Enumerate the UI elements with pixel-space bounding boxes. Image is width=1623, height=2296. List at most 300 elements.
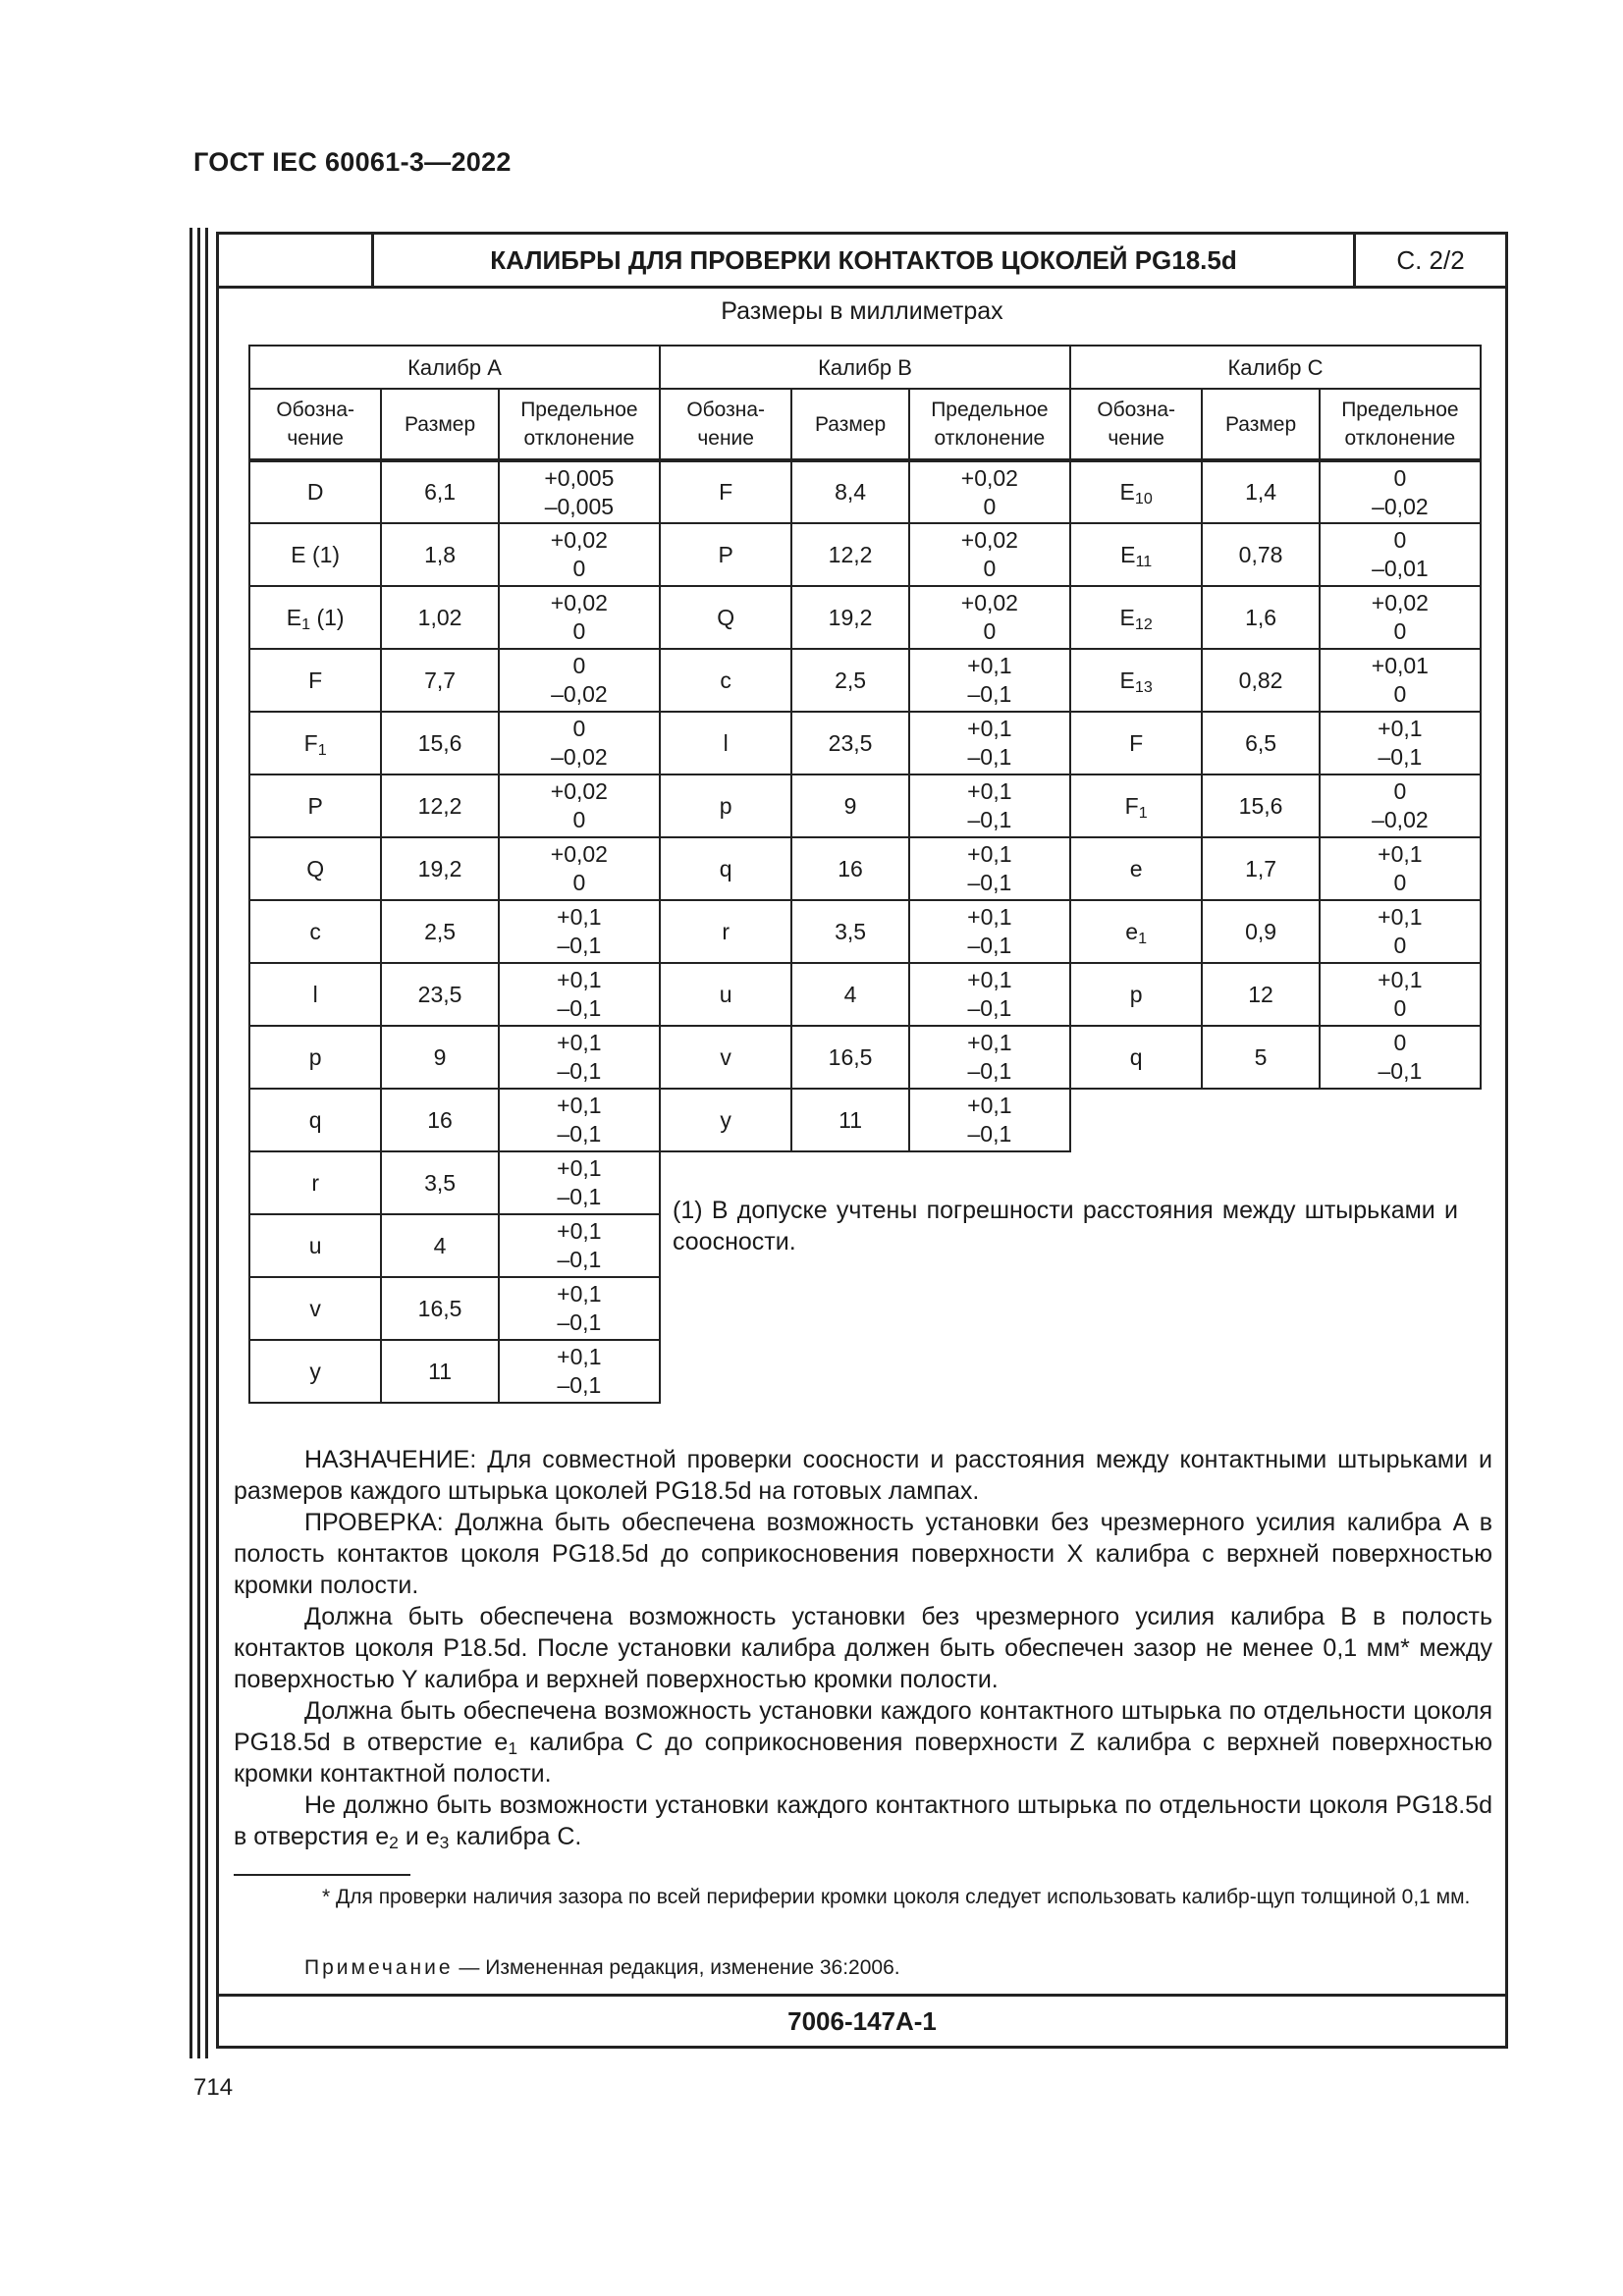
designation-symbol: c — [309, 918, 321, 944]
lower-deviation: 0 — [983, 618, 997, 644]
note-label: Примечание — [304, 1956, 454, 1979]
designation-symbol: E — [1119, 479, 1135, 505]
table-row — [660, 1089, 1070, 1151]
designation-header: Обозна-чение — [660, 389, 791, 460]
designation-cell — [1070, 774, 1202, 837]
gauge-c-paragraph: Должна быть обеспечена возможность установки каждого контактного штырька по отдельности цоколя PG18.5d в отверстие $e_1$ калибра C до соприкосновения поверхности Z калибра с верхней поверхностью кромки контактной полости. — [234, 1697, 1492, 1788]
upper-deviation: +0,1 — [967, 1030, 1012, 1055]
table-row — [660, 586, 1070, 649]
designation-symbol: E — [1119, 604, 1135, 630]
upper-deviation: +0,1 — [967, 967, 1012, 992]
tolerance-cell — [499, 1214, 660, 1277]
note — [304, 1956, 900, 1980]
designation-cell — [660, 900, 791, 963]
designation-symbol: q — [1129, 1043, 1143, 1070]
designation-cell — [249, 712, 381, 774]
table-row — [1070, 963, 1481, 1026]
tolerance-cell — [499, 1340, 660, 1403]
tolerance-cell — [499, 586, 660, 649]
size-cell: 19,2 — [381, 837, 498, 900]
size-cell: 3,5 — [381, 1151, 498, 1214]
designation-cell — [249, 774, 381, 837]
tolerance-cell — [1320, 963, 1481, 1026]
upper-deviation: +0,1 — [967, 716, 1012, 741]
size-header: Размер — [791, 389, 908, 460]
tolerance-cell — [499, 1089, 660, 1151]
tolerance-cell — [909, 523, 1070, 586]
designation-symbol: u — [719, 981, 732, 1007]
table-row — [1070, 649, 1481, 712]
gauge-b-table — [659, 345, 1071, 1152]
designation-cell — [249, 1089, 381, 1151]
gauge-group-row — [1070, 346, 1481, 389]
tolerance-cell — [909, 649, 1070, 712]
size-cell: 3,5 — [791, 900, 908, 963]
designation-subscript: 12 — [1134, 614, 1153, 633]
lower-deviation: –0,005 — [544, 493, 615, 519]
upper-deviation: +0,1 — [557, 1155, 602, 1181]
sheet-code: 7006-147A-1 — [219, 1994, 1505, 2046]
footnote: * Для проверки наличия зазора по всей периферии кромки цоколя следует использовать калибр-щуп толщиной 0,1 мм. — [322, 1886, 1471, 1908]
lower-deviation: 0 — [572, 618, 586, 644]
tolerance-cell — [1320, 1026, 1481, 1089]
body-text — [234, 1444, 1492, 1852]
lower-deviation: –0,1 — [557, 933, 602, 958]
title-row — [219, 235, 1505, 289]
table-row — [249, 1277, 660, 1340]
check-paragraph: ПРОВЕРКА: Должна быть обеспечена возможность установки без чрезмерного усилия калибра A в полость контактов цоколя PG18.5d до соприкосновения поверхности X калибра с верхней поверхностью кромки полости. — [234, 1509, 1492, 1599]
lower-deviation: 0 — [1393, 933, 1407, 958]
lower-deviation: 0 — [572, 556, 586, 581]
document-header: ГОСТ IEC 60061-3—2022 — [193, 147, 512, 177]
designation-symbol: P — [718, 541, 733, 567]
designation-cell — [660, 1089, 791, 1151]
designation-symbol: D — [306, 479, 324, 505]
size-cell: 0,9 — [1202, 900, 1319, 963]
size-cell: 1,7 — [1202, 837, 1319, 900]
designation-cell — [660, 586, 791, 649]
upper-deviation: +0,1 — [1378, 716, 1423, 741]
size-cell: 2,5 — [381, 900, 498, 963]
tolerance-cell — [499, 963, 660, 1026]
designation-cell — [660, 712, 791, 774]
lower-deviation: 0 — [572, 807, 586, 832]
tolerance-cell — [909, 1089, 1070, 1151]
table-row — [249, 712, 660, 774]
upper-deviation: +0,1 — [967, 1093, 1012, 1118]
lower-deviation: –0,1 — [967, 681, 1012, 707]
tolerance-cell — [499, 1026, 660, 1089]
table-row — [249, 586, 660, 649]
upper-deviation: +0,1 — [557, 967, 602, 992]
purpose-paragraph: НАЗНАЧЕНИЕ: Для совместной проверки соосности и расстояния между контактными штырьками и размеров каждого штырька цоколей PG18.5d на готовых лампах. — [234, 1446, 1492, 1505]
lower-deviation: –0,01 — [1372, 556, 1429, 581]
tolerance-cell — [1320, 900, 1481, 963]
upper-deviation: 0 — [1393, 778, 1407, 804]
table-row — [249, 523, 660, 586]
table-row — [249, 1026, 660, 1089]
upper-deviation: +0,1 — [1378, 841, 1423, 867]
upper-deviation: +0,1 — [557, 1030, 602, 1055]
upper-deviation: +0,02 — [960, 590, 1018, 615]
table-row — [1070, 586, 1481, 649]
upper-deviation: 0 — [1393, 1030, 1407, 1055]
size-cell: 5 — [1202, 1026, 1319, 1089]
upper-deviation: 0 — [1393, 464, 1407, 491]
margin-rule — [189, 228, 192, 2058]
gauge-name: Калибр A — [249, 346, 660, 389]
size-cell: 12,2 — [791, 523, 908, 586]
table-row — [1070, 460, 1481, 523]
designation-symbol: Q — [306, 855, 325, 881]
designation-symbol: P — [307, 792, 323, 819]
designation-symbol: E — [286, 604, 302, 630]
designation-symbol: F — [1124, 792, 1139, 819]
tolerance-cell — [1320, 523, 1481, 586]
table-row — [1070, 837, 1481, 900]
table-row — [249, 963, 660, 1026]
tolerance-cell — [499, 712, 660, 774]
size-cell: 15,6 — [1202, 774, 1319, 837]
lower-deviation: –0,1 — [557, 1184, 602, 1209]
gauge-name: Калибр C — [1070, 346, 1481, 389]
lower-deviation: –0,1 — [967, 995, 1012, 1021]
table-row — [1070, 774, 1481, 837]
designation-symbol: v — [309, 1295, 321, 1321]
table-row — [249, 649, 660, 712]
tolerance-cell — [499, 900, 660, 963]
table-row — [660, 1026, 1070, 1089]
lower-deviation: –0,1 — [557, 1247, 602, 1272]
designation-symbol: l — [723, 729, 729, 756]
size-cell: 16 — [381, 1089, 498, 1151]
gauge-group-row — [249, 346, 660, 389]
size-cell: 16,5 — [791, 1026, 908, 1089]
designation-cell — [249, 586, 381, 649]
lower-deviation: –0,1 — [967, 1121, 1012, 1147]
upper-deviation: +0,005 — [544, 464, 615, 491]
upper-deviation: 0 — [572, 716, 586, 741]
size-header: Размер — [381, 389, 498, 460]
size-cell: 1,6 — [1202, 586, 1319, 649]
size-cell: 1,02 — [381, 586, 498, 649]
tolerance-cell — [909, 460, 1070, 523]
table-row — [660, 649, 1070, 712]
size-cell: 1,4 — [1202, 460, 1319, 523]
designation-symbol: u — [308, 1232, 322, 1258]
sheet-page-indicator: С. 2/2 — [1396, 245, 1465, 275]
sheet-frame — [216, 232, 1508, 2049]
designation-header: Обозна-чение — [249, 389, 381, 460]
size-cell: 19,2 — [791, 586, 908, 649]
size-cell: 12,2 — [381, 774, 498, 837]
size-cell: 11 — [791, 1089, 908, 1151]
lower-deviation: –0,1 — [967, 870, 1012, 895]
size-cell: 0,78 — [1202, 523, 1319, 586]
size-cell: 7,7 — [381, 649, 498, 712]
designation-symbol: F — [719, 479, 733, 505]
upper-deviation: +0,01 — [1371, 653, 1429, 678]
tolerance-cell — [499, 460, 660, 523]
table-row — [249, 1089, 660, 1151]
lower-deviation: –0,1 — [557, 995, 602, 1021]
upper-deviation: 0 — [1393, 527, 1407, 553]
designation-symbol: e — [1129, 855, 1143, 881]
designation-subscript: 1 — [317, 740, 327, 759]
gauge-name: Калибр B — [660, 346, 1070, 389]
tolerance-cell — [1320, 712, 1481, 774]
designation-subscript: 11 — [1135, 552, 1153, 570]
table-row — [660, 837, 1070, 900]
designation-cell — [1070, 900, 1202, 963]
size-cell: 4 — [791, 963, 908, 1026]
designation-subscript: 1 — [1138, 929, 1148, 947]
designation-cell — [1070, 963, 1202, 1026]
designation-symbol: r — [722, 918, 730, 944]
title-blank-cell — [219, 235, 374, 286]
designation-cell — [249, 523, 381, 586]
tolerance-cell — [1320, 649, 1481, 712]
column-header-row — [660, 389, 1070, 460]
designation-symbol: E — [1120, 541, 1136, 567]
table-row — [660, 774, 1070, 837]
lower-deviation: –0,1 — [967, 807, 1012, 832]
lower-deviation: –0,02 — [1372, 493, 1429, 519]
designation-cell — [660, 649, 791, 712]
lower-deviation: 0 — [1393, 995, 1407, 1021]
designation-symbol: E (1) — [291, 541, 341, 567]
upper-deviation: +0,1 — [967, 841, 1012, 867]
size-header: Размер — [1202, 389, 1319, 460]
tolerance-cell — [1320, 837, 1481, 900]
tolerance-cell — [1320, 586, 1481, 649]
size-cell: 6,5 — [1202, 712, 1319, 774]
size-cell: 8,4 — [791, 460, 908, 523]
table-row — [1070, 900, 1481, 963]
tolerance-cell — [499, 523, 660, 586]
designation-cell — [1070, 1026, 1202, 1089]
gauge-a-table — [248, 345, 661, 1404]
upper-deviation: +0,02 — [550, 590, 608, 615]
designation-subscript: 13 — [1134, 677, 1153, 696]
table-row — [249, 1340, 660, 1403]
designation-cell — [249, 1214, 381, 1277]
upper-deviation: +0,1 — [557, 1093, 602, 1118]
table-row — [1070, 1026, 1481, 1089]
table-footnote: (1) В допуске учтены погрешности расстояния между штырьками и соосности. — [673, 1197, 1458, 1255]
size-cell: 15,6 — [381, 712, 498, 774]
designation-symbol: q — [308, 1106, 322, 1133]
lower-deviation: –0,1 — [557, 1309, 602, 1335]
gauge-group-row — [660, 346, 1070, 389]
table-row — [660, 963, 1070, 1026]
tolerance-header: Предельное отклонение — [1320, 389, 1481, 460]
upper-deviation: +0,1 — [967, 653, 1012, 678]
upper-deviation: +0,02 — [1371, 590, 1429, 615]
designation-symbol: l — [312, 981, 318, 1007]
margin-rule — [197, 228, 200, 2058]
designation-cell — [660, 963, 791, 1026]
gauge-b-paragraph: Должна быть обеспечена возможность установки без чрезмерного усилия калибра B в полость контактов цоколя P18.5d. После установки калибра должен быть обеспечен зазор не менее 0,1 мм* между поверхностью Y калибра и верхней поверхностью кромки полости. — [234, 1603, 1492, 1693]
sheet-title: КАЛИБРЫ ДЛЯ ПРОВЕРКИ КОНТАКТОВ ЦОКОЛЕЙ PG18.5d — [374, 235, 1356, 286]
upper-deviation: +0,02 — [960, 464, 1018, 491]
size-cell: 23,5 — [791, 712, 908, 774]
table-row — [660, 523, 1070, 586]
designation-symbol: r — [311, 1169, 319, 1196]
gauge-c-table — [1069, 345, 1482, 1090]
table-row — [249, 774, 660, 837]
designation-cell — [660, 523, 791, 586]
designation-cell — [1070, 837, 1202, 900]
table-row — [660, 460, 1070, 523]
designation-header: Обозна-чение — [1070, 389, 1202, 460]
upper-deviation: +0,02 — [960, 527, 1018, 553]
designation-symbol: F — [1129, 729, 1144, 756]
designation-symbol: F — [303, 729, 318, 756]
upper-deviation: +0,02 — [550, 841, 608, 867]
size-cell: 23,5 — [381, 963, 498, 1026]
size-cell: 0,82 — [1202, 649, 1319, 712]
designation-cell — [249, 649, 381, 712]
tolerance-cell — [909, 774, 1070, 837]
upper-deviation: +0,1 — [557, 1218, 602, 1244]
designation-cell — [1070, 460, 1202, 523]
lower-deviation: –0,1 — [557, 1058, 602, 1084]
size-cell: 11 — [381, 1340, 498, 1403]
lower-deviation: –0,1 — [557, 1121, 602, 1147]
tolerance-cell — [499, 774, 660, 837]
designation-symbol: E — [1119, 667, 1135, 693]
designation-cell — [1070, 523, 1202, 586]
tolerance-header: Предельное отклонение — [909, 389, 1070, 460]
upper-deviation: +0,1 — [557, 1344, 602, 1369]
designation-cell — [249, 1151, 381, 1214]
designation-symbol: p — [719, 792, 732, 819]
lower-deviation: 0 — [983, 556, 997, 581]
size-cell: 4 — [381, 1214, 498, 1277]
designation-cell — [1070, 586, 1202, 649]
tolerance-cell — [909, 586, 1070, 649]
designation-cell — [249, 900, 381, 963]
designation-symbol: e — [1125, 918, 1139, 944]
designation-cell — [249, 837, 381, 900]
designation-symbol: Q — [717, 604, 735, 630]
tolerance-cell — [499, 1151, 660, 1214]
designation-symbol: c — [720, 667, 731, 693]
lower-deviation: –0,1 — [1378, 1058, 1423, 1084]
designation-symbol: y — [309, 1358, 321, 1384]
designation-subscript: 1 — [1138, 803, 1148, 822]
upper-deviation: +0,02 — [550, 778, 608, 804]
table-row — [1070, 712, 1481, 774]
designation-cell — [249, 1277, 381, 1340]
lower-deviation: –0,02 — [551, 744, 608, 770]
lower-deviation: –0,1 — [967, 744, 1012, 770]
units-caption: Размеры в миллиметрах — [721, 297, 1003, 325]
designation-subscript: 10 — [1134, 490, 1153, 507]
designation-cell — [660, 1026, 791, 1089]
lower-deviation: 0 — [1393, 618, 1407, 644]
gauge-c-no-go-paragraph: Не должно быть возможности установки каждого контактного штырька по отдельности цоколя PG18.5d в отверстия $e_2$ и $e_3$ калибра C. — [234, 1791, 1492, 1852]
upper-deviation: +0,1 — [967, 778, 1012, 804]
designation-symbol: p — [308, 1043, 322, 1070]
size-cell: 1,8 — [381, 523, 498, 586]
designation-symbol: F — [308, 667, 323, 693]
designation-suffix: (1) — [310, 604, 345, 630]
tolerance-header: Предельное отклонение — [499, 389, 660, 460]
table-row — [249, 1214, 660, 1277]
note-text: — Измененная редакция, изменение 36:2006. — [453, 1956, 900, 1979]
size-cell: 9 — [381, 1026, 498, 1089]
size-cell: 9 — [791, 774, 908, 837]
table-row — [249, 1151, 660, 1214]
designation-cell — [249, 1026, 381, 1089]
designation-cell — [660, 837, 791, 900]
size-cell: 16 — [791, 837, 908, 900]
designation-cell — [249, 963, 381, 1026]
designation-cell — [1070, 712, 1202, 774]
lower-deviation: –0,1 — [967, 1058, 1012, 1084]
lower-deviation: –0,1 — [967, 933, 1012, 958]
table-row — [1070, 523, 1481, 586]
tolerance-cell — [909, 1026, 1070, 1089]
lower-deviation: –0,02 — [1372, 807, 1429, 832]
upper-deviation: +0,1 — [557, 904, 602, 930]
upper-deviation: +0,02 — [550, 527, 608, 553]
tolerance-cell — [909, 712, 1070, 774]
tolerance-cell — [499, 1277, 660, 1340]
tolerance-cell — [909, 963, 1070, 1026]
column-header-row — [249, 389, 660, 460]
footnote-separator — [234, 1874, 410, 1876]
upper-deviation: 0 — [572, 653, 586, 678]
margin-rule — [205, 228, 208, 2058]
tolerance-cell — [1320, 774, 1481, 837]
designation-cell — [660, 460, 791, 523]
lower-deviation: 0 — [572, 870, 586, 895]
lower-deviation: –0,02 — [551, 681, 608, 707]
table-row — [249, 837, 660, 900]
table-row — [660, 900, 1070, 963]
upper-deviation: +0,1 — [1378, 904, 1423, 930]
lower-deviation: –0,1 — [1378, 744, 1423, 770]
designation-cell — [249, 460, 381, 523]
designation-symbol: q — [719, 855, 732, 881]
lower-deviation: –0,1 — [557, 1372, 602, 1398]
tolerance-cell — [909, 900, 1070, 963]
size-cell: 6,1 — [381, 460, 498, 523]
designation-cell — [660, 774, 791, 837]
upper-deviation: +0,1 — [557, 1281, 602, 1307]
column-header-row — [1070, 389, 1481, 460]
tolerance-cell — [1320, 460, 1481, 523]
page-number: 714 — [193, 2074, 234, 2101]
table-row — [660, 712, 1070, 774]
size-cell: 16,5 — [381, 1277, 498, 1340]
lower-deviation: 0 — [1393, 870, 1407, 895]
lower-deviation: 0 — [983, 493, 997, 519]
upper-deviation: +0,1 — [967, 904, 1012, 930]
upper-deviation: +0,1 — [1378, 967, 1423, 992]
table-row — [249, 460, 660, 523]
size-cell: 2,5 — [791, 649, 908, 712]
designation-cell — [1070, 649, 1202, 712]
designation-symbol: y — [720, 1106, 731, 1133]
designation-cell — [249, 1340, 381, 1403]
designation-symbol: p — [1129, 981, 1143, 1007]
tolerance-cell — [909, 837, 1070, 900]
table-row — [249, 900, 660, 963]
